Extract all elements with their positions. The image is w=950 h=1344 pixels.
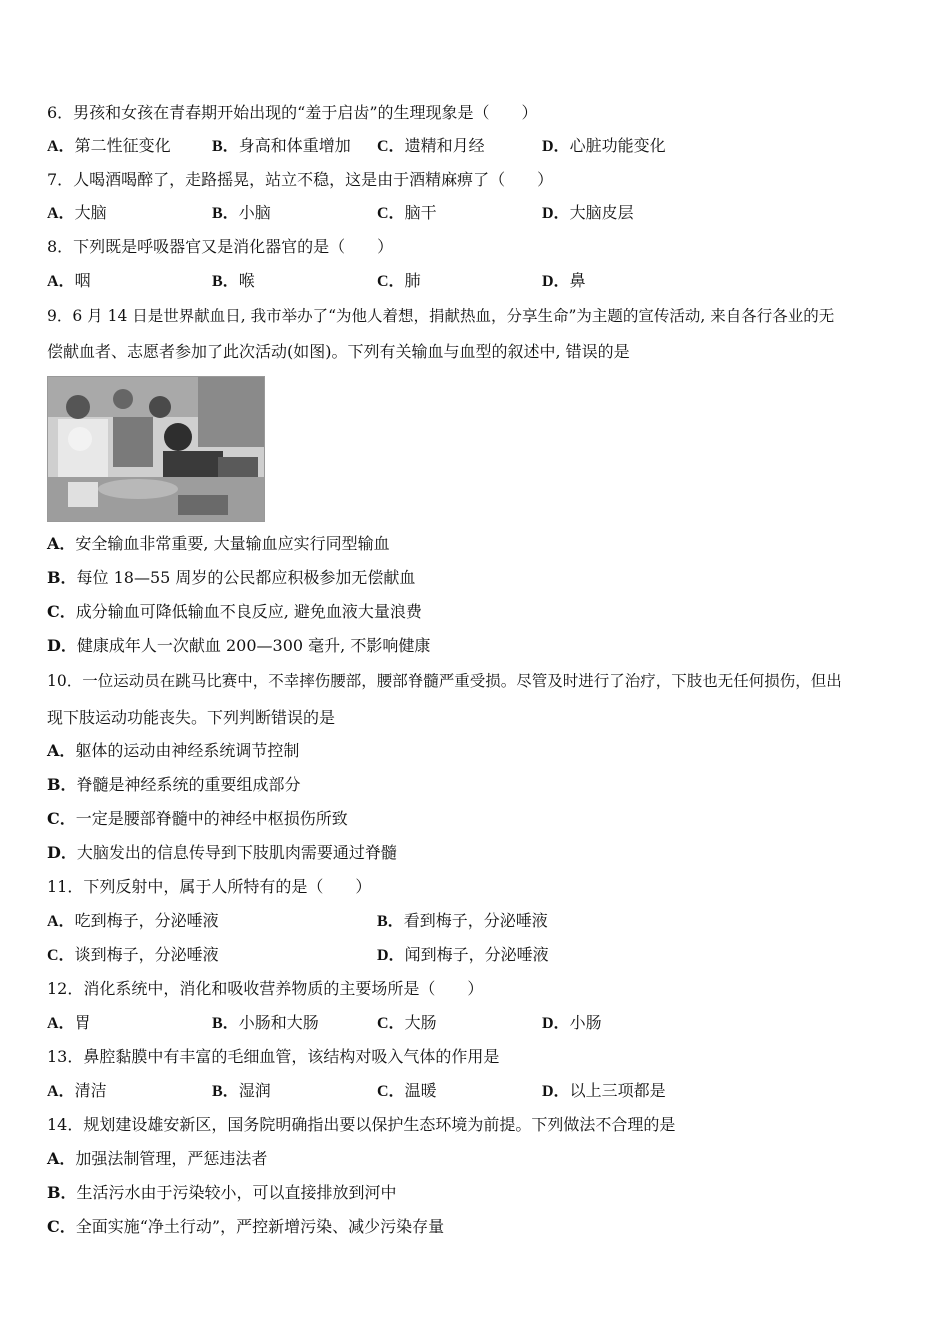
option-text: 安全输血非常重要, 大量输血应实行同型输血 — [75, 534, 390, 553]
option-b[interactable] — [212, 1081, 271, 1102]
question-9-stem-line-2: 偿献血者、志愿者参加了此次活动(如图)。下列有关输血与血型的叙述中, 错误的是 — [47, 342, 630, 361]
option-letter: B． — [212, 273, 239, 290]
option-text: 清洁 — [74, 1081, 107, 1100]
blood-donation-photo-graphic — [48, 377, 264, 521]
question-7-stem: 7．人喝酒喝醉了，走路摇晃，站立不稳，这是由于酒精麻痹了（ ） — [47, 170, 554, 189]
question-10-stem-line-1: 10．一位运动员在跳马比赛中，不幸摔伤腰部，腰部脊髓严重受损。尽管及时进行了治疗，下肢也无任何损伤，但出 — [47, 672, 842, 690]
option-d[interactable] — [542, 271, 586, 292]
option-a[interactable] — [47, 911, 219, 932]
option-c[interactable] — [377, 1081, 437, 1102]
question-8-options — [47, 271, 907, 291]
question-10-option-d[interactable] — [47, 843, 397, 863]
option-c[interactable] — [377, 1013, 437, 1034]
option-letter: C． — [377, 205, 405, 222]
option-text: 身高和体重增加 — [238, 136, 351, 155]
question-12-stem: 12．消化系统中，消化和吸收营养物质的主要场所是（ ） — [47, 979, 484, 998]
option-text: 看到梅子，分泌唾液 — [403, 911, 548, 930]
option-text: 脊髓是神经系统的重要组成部分 — [76, 775, 301, 794]
option-letter: A． — [47, 1149, 76, 1168]
option-letter: B． — [212, 1015, 239, 1032]
option-text: 谈到梅子，分泌唾液 — [74, 945, 219, 964]
option-text: 大脑 — [74, 203, 107, 222]
option-d[interactable] — [542, 1013, 602, 1034]
option-letter: B． — [47, 1183, 77, 1202]
option-text: 湿润 — [238, 1081, 271, 1100]
option-a[interactable] — [47, 136, 171, 157]
question-6-stem: 6．男孩和女孩在青春期开始出现的“羞于启齿”的生理现象是（ ） — [47, 103, 538, 122]
option-letter: A． — [47, 138, 75, 155]
option-letter: D． — [542, 273, 570, 290]
option-text: 以上三项都是 — [569, 1081, 666, 1100]
option-text: 加强法制管理，严惩违法者 — [75, 1149, 268, 1168]
option-letter: B． — [212, 205, 239, 222]
question-9-option-a[interactable] — [47, 534, 390, 554]
question-14-option-a[interactable] — [47, 1149, 267, 1169]
option-letter: D． — [542, 1015, 570, 1032]
option-letter: B． — [47, 568, 77, 587]
option-text: 生活污水由于污染较小，可以直接排放到河中 — [76, 1183, 397, 1202]
question-13-options — [47, 1081, 907, 1101]
option-letter: D． — [47, 843, 77, 862]
option-b[interactable] — [212, 203, 271, 224]
option-text: 大肠 — [404, 1013, 437, 1032]
question-10-stem-line-2: 现下肢运动功能丧失。下列判断错误的是 — [47, 708, 336, 727]
option-c[interactable] — [377, 203, 437, 224]
question-13-stem: 13．鼻腔黏膜中有丰富的毛细血管，该结构对吸入气体的作用是 — [47, 1047, 500, 1066]
option-text: 健康成年人一次献血 200—300 毫升, 不影响健康 — [76, 636, 431, 655]
option-letter: D． — [542, 138, 570, 155]
option-a[interactable] — [47, 1013, 91, 1034]
option-letter: C． — [377, 1015, 405, 1032]
question-14-option-b[interactable] — [47, 1183, 397, 1203]
blood-donation-photo — [47, 376, 265, 522]
option-d[interactable] — [542, 203, 634, 224]
question-14-stem: 14．规划建设雄安新区，国务院明确指出要以保护生态环境为前提。下列做法不合理的是 — [47, 1115, 676, 1134]
option-letter: C． — [377, 273, 405, 290]
option-text: 大脑皮层 — [569, 203, 634, 222]
option-letter: C． — [47, 809, 76, 828]
option-letter: A． — [47, 741, 76, 760]
question-11-options-row-1 — [47, 911, 907, 931]
option-c[interactable] — [47, 945, 219, 966]
question-9-option-b[interactable] — [47, 568, 415, 588]
question-8-stem: 8．下列既是呼吸器官又是消化器官的是（ ） — [47, 237, 394, 256]
option-letter: B． — [212, 1083, 239, 1100]
option-text: 温暖 — [404, 1081, 437, 1100]
option-text: 躯体的运动由神经系统调节控制 — [75, 741, 300, 760]
question-11-stem: 11．下列反射中，属于人所特有的是（ ） — [47, 877, 372, 896]
option-letter: D． — [542, 205, 570, 222]
option-b[interactable] — [212, 136, 351, 157]
option-text: 脑干 — [404, 203, 437, 222]
option-d[interactable] — [377, 945, 549, 966]
option-letter: D． — [377, 947, 405, 964]
question-9-option-c[interactable] — [47, 602, 422, 622]
question-10-option-a[interactable] — [47, 741, 299, 761]
option-letter: D． — [47, 636, 77, 655]
question-10-option-b[interactable] — [47, 775, 301, 795]
option-letter: D． — [542, 1083, 570, 1100]
option-text: 咽 — [74, 271, 91, 290]
option-letter: C． — [47, 602, 76, 621]
option-letter: A． — [47, 205, 75, 222]
option-b[interactable] — [377, 911, 548, 932]
option-d[interactable] — [542, 1081, 666, 1102]
option-letter: C． — [47, 947, 75, 964]
option-text: 心脏功能变化 — [569, 136, 666, 155]
question-9-option-d[interactable] — [47, 636, 430, 656]
question-14-option-c[interactable] — [47, 1217, 444, 1237]
option-b[interactable] — [212, 1013, 319, 1034]
option-text: 小肠 — [569, 1013, 602, 1032]
option-letter: A． — [47, 273, 75, 290]
option-letter: B． — [377, 913, 404, 930]
option-text: 每位 18—55 周岁的公民都应积极参加无偿献血 — [76, 568, 416, 587]
option-c[interactable] — [377, 271, 421, 292]
option-text: 大脑发出的信息传导到下肢肌肉需要通过脊髓 — [76, 843, 397, 862]
option-a[interactable] — [47, 203, 107, 224]
option-text: 吃到梅子，分泌唾液 — [74, 911, 219, 930]
option-letter: B． — [47, 775, 77, 794]
option-text: 小脑 — [238, 203, 271, 222]
question-10-option-c[interactable] — [47, 809, 348, 829]
option-text: 成分输血可降低输血不良反应, 避免血液大量浪费 — [75, 602, 422, 621]
option-text: 胃 — [74, 1013, 91, 1032]
question-6-options — [47, 136, 907, 156]
option-text: 鼻 — [569, 271, 586, 290]
option-letter: C． — [47, 1217, 76, 1236]
option-letter: A． — [47, 913, 75, 930]
option-text: 遗精和月经 — [404, 136, 485, 155]
option-c[interactable] — [377, 136, 485, 157]
option-text: 喉 — [238, 271, 255, 290]
option-letter: A． — [47, 1083, 75, 1100]
option-text: 闻到梅子，分泌唾液 — [404, 945, 549, 964]
option-text: 第二性征变化 — [74, 136, 171, 155]
option-text: 肺 — [404, 271, 421, 290]
option-letter: A． — [47, 534, 76, 553]
option-text: 全面实施“净土行动”，严控新增污染、减少污染存量 — [75, 1217, 445, 1236]
question-9-stem-line-1: 9．6 月 14 日是世界献血日, 我市举办了“为他人着想，捐献热血，分享生命”为主题的宣传活动, 来自各行各业的无 — [47, 307, 835, 325]
option-b[interactable] — [212, 271, 255, 292]
option-a[interactable] — [47, 271, 91, 292]
option-text: 一定是腰部脊髓中的神经中枢损伤所致 — [75, 809, 348, 828]
option-letter: C． — [377, 1083, 405, 1100]
option-letter: A． — [47, 1015, 75, 1032]
option-d[interactable] — [542, 136, 666, 157]
option-letter: C． — [377, 138, 405, 155]
option-a[interactable] — [47, 1081, 107, 1102]
question-7-options — [47, 203, 907, 223]
question-11-options-row-2 — [47, 945, 907, 965]
option-letter: B． — [212, 138, 239, 155]
option-text: 小肠和大肠 — [238, 1013, 319, 1032]
question-12-options — [47, 1013, 907, 1033]
